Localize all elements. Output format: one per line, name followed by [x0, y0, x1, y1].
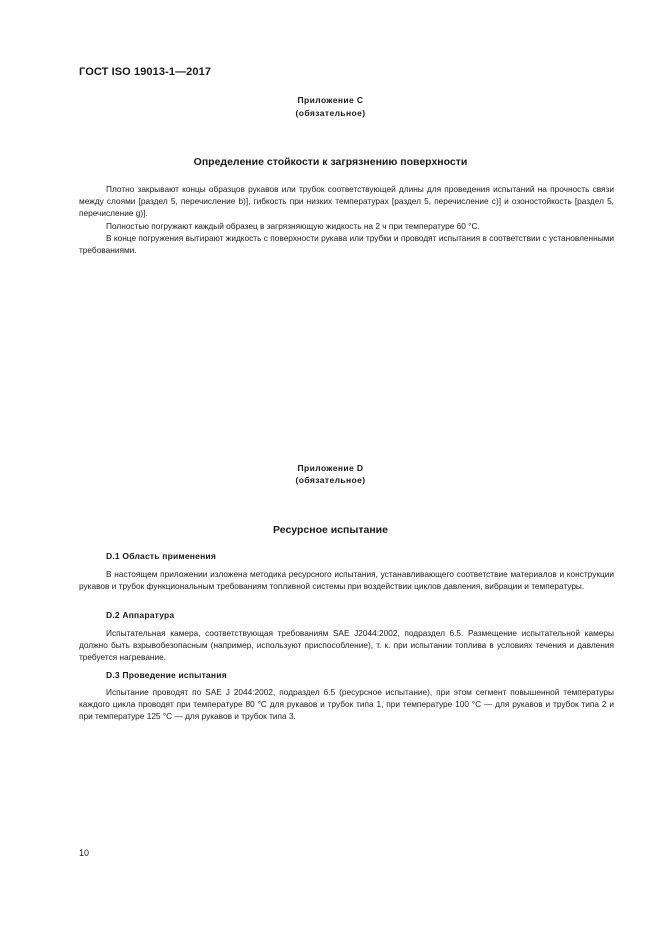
annex-d-label: Приложение D [297, 463, 364, 473]
annex-d-status: (обязательное) [295, 475, 366, 485]
section-d2-heading: D.2 Аппаратура [106, 610, 175, 620]
section-d3-text: Испытание проводят по SAE J 2044:2002, подраздел 6.5 (ресурсное испытание), при этом сегмент повышенной температуры каждого цикла проводят при температуре 80 °С для рукавов и трубок типа 1, при температуре 100 °С — для рукавов и трубок типа 2 и при температуре 125 °С — для рукавов и трубок типа 3. [79, 687, 614, 722]
annex-c-status: (обязательное) [295, 108, 366, 118]
annex-c-paragraph: В конце погружения вытирают жидкость с поверхности рукава или трубки и проводят испытания в соответствии с установленными требованиями. [79, 233, 614, 256]
section-d3-heading: D.3 Проведение испытания [106, 670, 227, 680]
document-header: ГОСТ ISO 19013-1—2017 [79, 66, 212, 78]
annex-c-title: Определение стойкости к загрязнению поверхности [193, 156, 468, 168]
section-d1-text: В настоящем приложении изложена методика ресурсного испытания, устанавливающего соответствие материалов и конструкции рукавов и трубок функциональным требованиям топливной системы при воздействии циклов давления, вибрации и температуры. [79, 569, 614, 592]
section-d2-text: Испытательная камера, соответствующая требованиям SAE J2044:2002, подраздел 6.5. Размещение испытательной камеры должно быть взрывобезопасным (например, используют приспособление), т. к. при испытании топлива в условиях течения и давления требуется нагревание. [79, 628, 614, 663]
annex-c-paragraph: Плотно закрывают концы образцов рукавов или трубок соответствующей длины для проведения испытаний на прочность связи между слоями [раздел 5, перечисление b)], гибкость при низких температурах [раздел 5, перечисление с)] и озоностойкость [раздел 5, перечисление g)]. [79, 184, 614, 219]
annex-c-paragraph: Полностью погружают каждый образец в загрязняющую жидкость на 2 ч при температуре 60 °С. [106, 221, 480, 231]
annex-c-label: Приложение С [297, 95, 364, 105]
page-number: 10 [79, 848, 90, 858]
annex-d-title: Ресурсное испытание [273, 524, 388, 536]
section-d1-heading: D.1 Область применения [106, 551, 216, 561]
